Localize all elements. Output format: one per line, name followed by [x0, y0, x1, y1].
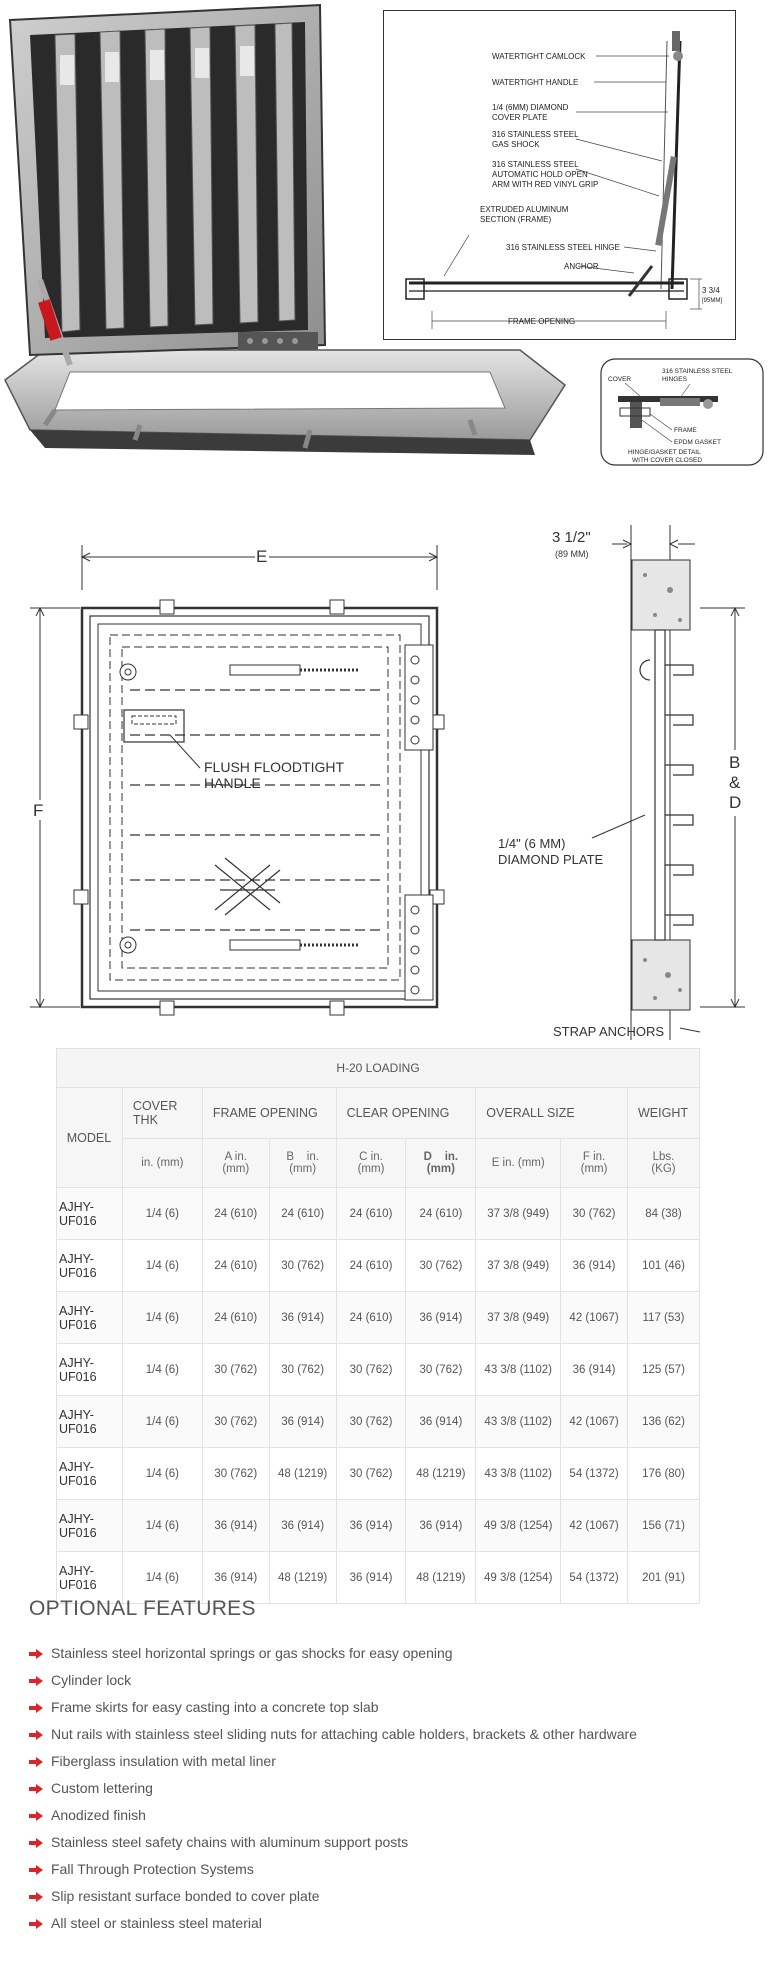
- table-cell: 1/4 (6): [122, 1344, 202, 1396]
- table-cell: 1/4 (6): [122, 1500, 202, 1552]
- cross-section-drawing: [384, 11, 735, 339]
- feature-item: [29, 1775, 637, 1802]
- table-row: [57, 1240, 700, 1292]
- table-row: [57, 1344, 700, 1396]
- label-hold-open-3: ARM WITH RED VINYL GRIP: [492, 180, 599, 189]
- label-cover-plate-1: 1/4 (6MM) DIAMOND: [492, 103, 569, 112]
- table-cell: 43 3/8 (1102): [476, 1396, 561, 1448]
- table-cell: 36 (914): [269, 1292, 336, 1344]
- table-cell: 49 3/8 (1254): [476, 1500, 561, 1552]
- optional-features-title: OPTIONAL FEATURES: [29, 1597, 256, 1620]
- label-gas-shock-2: GAS SHOCK: [492, 140, 540, 149]
- table-caption: H-20 LOADING: [57, 1049, 700, 1088]
- label-hold-open-2: AUTOMATIC HOLD OPEN: [492, 170, 588, 179]
- red-arrow-icon: [29, 1811, 43, 1821]
- table-body: [57, 1188, 700, 1604]
- table-cell: 136 (62): [627, 1396, 699, 1448]
- table-cell: 1/4 (6): [122, 1240, 202, 1292]
- label-extrusion-2: SECTION (FRAME): [480, 215, 552, 224]
- label-extrusion-1: EXTRUDED ALUMINUM: [480, 205, 569, 214]
- feature-text: All steel or stainless steel material: [51, 1915, 262, 1931]
- feature-item: [29, 1910, 637, 1937]
- table-cell: 36 (914): [406, 1500, 476, 1552]
- label-cover-plate-2: COVER PLATE: [492, 113, 548, 122]
- table-cell: 36 (914): [202, 1552, 269, 1604]
- label-camlock: WATERTIGHT CAMLOCK: [492, 52, 586, 61]
- table-cell: 30 (762): [336, 1396, 406, 1448]
- label-hinge-detail-1: HINGE/GASKET DETAIL: [628, 449, 701, 456]
- table-cell: 1/4 (6): [122, 1448, 202, 1500]
- label-gas-shock-1: 316 STAINLESS STEEL: [492, 130, 579, 139]
- table-cell: 30 (762): [202, 1448, 269, 1500]
- table-cell: 37 3/8 (949): [476, 1292, 561, 1344]
- table-cell: 42 (1067): [561, 1292, 628, 1344]
- label-depth: 3 3/4: [702, 286, 720, 295]
- table-cell: 36 (914): [561, 1344, 628, 1396]
- label-hold-open-1: 316 STAINLESS STEEL: [492, 160, 579, 169]
- model-cell: AJHY-UF016: [57, 1188, 123, 1240]
- red-arrow-icon: [29, 1865, 43, 1875]
- depth-label: 3 1/2": [552, 529, 591, 546]
- red-arrow-icon: [29, 1757, 43, 1767]
- table-cell: 43 3/8 (1102): [476, 1448, 561, 1500]
- feature-text: Frame skirts for easy casting into a concrete top slab: [51, 1699, 379, 1715]
- model-cell: AJHY-UF016: [57, 1396, 123, 1448]
- unit-cover: in. (mm): [122, 1139, 202, 1188]
- red-arrow-icon: [29, 1730, 43, 1740]
- table-cell: 49 3/8 (1254): [476, 1552, 561, 1604]
- table-row: [57, 1292, 700, 1344]
- dim-f-label: F: [33, 801, 44, 820]
- unit-a: A in. (mm): [202, 1139, 269, 1188]
- feature-text: Stainless steel horizontal springs or gas shocks for easy opening: [51, 1645, 453, 1661]
- label-depth-mm: [95MM]: [702, 298, 723, 304]
- table-row: [57, 1500, 700, 1552]
- table-row: [57, 1448, 700, 1500]
- label-anchor: ANCHOR: [564, 262, 599, 271]
- table-cell: 48 (1219): [406, 1552, 476, 1604]
- col-weight: WEIGHT: [627, 1088, 699, 1139]
- label-hinge-detail-2: WITH COVER CLOSED: [632, 457, 703, 464]
- feature-text: Slip resistant surface bonded to cover plate: [51, 1888, 320, 1904]
- feature-item: [29, 1829, 637, 1856]
- table-cell: 24 (610): [202, 1292, 269, 1344]
- table-cell: 36 (914): [406, 1292, 476, 1344]
- table-cell: 36 (914): [269, 1396, 336, 1448]
- table-cell: 1/4 (6): [122, 1396, 202, 1448]
- feature-text: Fiberglass insulation with metal liner: [51, 1753, 276, 1769]
- table-cell: 84 (38): [627, 1188, 699, 1240]
- col-cover: COVER THK: [122, 1088, 202, 1139]
- model-cell: AJHY-UF016: [57, 1448, 123, 1500]
- table-cell: 24 (610): [202, 1240, 269, 1292]
- label-handle: WATERTIGHT HANDLE: [492, 78, 579, 87]
- label-hinge-cover: COVER: [608, 376, 632, 383]
- table-cell: 24 (610): [269, 1188, 336, 1240]
- bd-label-d: D: [729, 793, 742, 812]
- table-cell: 24 (610): [336, 1240, 406, 1292]
- col-model: MODEL: [57, 1088, 123, 1188]
- table-cell: 37 3/8 (949): [476, 1188, 561, 1240]
- feature-item: [29, 1883, 637, 1910]
- table-cell: 30 (762): [336, 1448, 406, 1500]
- bd-label-b: B: [729, 753, 741, 772]
- cross-section-detail: [383, 10, 736, 340]
- table-cell: 36 (914): [269, 1500, 336, 1552]
- table-cell: 48 (1219): [269, 1552, 336, 1604]
- red-arrow-icon: [29, 1919, 43, 1929]
- plate-label-2: DIAMOND PLATE: [498, 852, 604, 867]
- feature-text: Nut rails with stainless steel sliding nuts for attaching cable holders, brackets & other hardware: [51, 1726, 637, 1742]
- table-cell: 1/4 (6): [122, 1552, 202, 1604]
- table-cell: 201 (91): [627, 1552, 699, 1604]
- col-clear-opening: CLEAR OPENING: [336, 1088, 476, 1139]
- feature-item: [29, 1667, 637, 1694]
- table-cell: 125 (57): [627, 1344, 699, 1396]
- col-frame-opening: FRAME OPENING: [202, 1088, 336, 1139]
- unit-f: F in. (mm): [561, 1139, 628, 1188]
- feature-item: [29, 1694, 637, 1721]
- plan-and-section-drawing: [0, 520, 773, 1040]
- table-cell: 36 (914): [336, 1552, 406, 1604]
- table-cell: 36 (914): [336, 1500, 406, 1552]
- feature-item: [29, 1748, 637, 1775]
- table-cell: 54 (1372): [561, 1448, 628, 1500]
- depth-mm-label: (89 MM): [555, 549, 589, 559]
- feature-text: Stainless steel safety chains with aluminum support posts: [51, 1834, 409, 1850]
- model-cell: AJHY-UF016: [57, 1500, 123, 1552]
- table-cell: 42 (1067): [561, 1396, 628, 1448]
- optional-features-list: [29, 1640, 637, 1937]
- table-cell: 24 (610): [336, 1292, 406, 1344]
- plate-label-1: 1/4" (6 MM): [498, 836, 566, 851]
- red-arrow-icon: [29, 1784, 43, 1794]
- table-cell: 117 (53): [627, 1292, 699, 1344]
- hinge-gasket-detail: [600, 358, 764, 466]
- table-cell: 36 (914): [561, 1240, 628, 1292]
- feature-text: Anodized finish: [51, 1807, 146, 1823]
- label-hinge: 316 STAINLESS STEEL HINGE: [506, 243, 620, 252]
- table-cell: 30 (762): [336, 1344, 406, 1396]
- table-cell: 30 (762): [406, 1240, 476, 1292]
- table-cell: 30 (762): [269, 1240, 336, 1292]
- table-cell: 48 (1219): [406, 1448, 476, 1500]
- table-cell: 30 (762): [269, 1344, 336, 1396]
- table-cell: 36 (914): [406, 1396, 476, 1448]
- table-cell: 176 (80): [627, 1448, 699, 1500]
- feature-item: [29, 1640, 637, 1667]
- label-hinge-ss-1: 316 STAINLESS STEEL: [662, 368, 733, 375]
- table-cell: 54 (1372): [561, 1552, 628, 1604]
- unit-d: D in. (mm): [406, 1139, 476, 1188]
- table-cell: 24 (610): [336, 1188, 406, 1240]
- bd-label-amp: &: [729, 773, 741, 792]
- unit-weight: Lbs. (KG): [627, 1139, 699, 1188]
- feature-text: Cylinder lock: [51, 1672, 132, 1688]
- red-arrow-icon: [29, 1703, 43, 1713]
- table-cell: 156 (71): [627, 1500, 699, 1552]
- red-arrow-icon: [29, 1676, 43, 1686]
- table-cell: 43 3/8 (1102): [476, 1344, 561, 1396]
- red-arrow-icon: [29, 1838, 43, 1848]
- handle-label-2: HANDLE: [204, 775, 261, 791]
- table-row: [57, 1396, 700, 1448]
- table-cell: 42 (1067): [561, 1500, 628, 1552]
- unit-b: B in. (mm): [269, 1139, 336, 1188]
- table-cell: 1/4 (6): [122, 1292, 202, 1344]
- red-arrow-icon: [29, 1649, 43, 1659]
- feature-text: Fall Through Protection Systems: [51, 1861, 254, 1877]
- model-cell: AJHY-UF016: [57, 1292, 123, 1344]
- table-cell: 30 (762): [202, 1344, 269, 1396]
- label-frame-opening: FRAME OPENING: [508, 317, 576, 326]
- table-row: [57, 1552, 700, 1604]
- dim-e-label: E: [256, 547, 268, 566]
- label-hinge-ss-2: HINGES: [662, 376, 687, 383]
- strap-anchors-label: STRAP ANCHORS: [553, 1024, 665, 1039]
- model-cell: AJHY-UF016: [57, 1552, 123, 1604]
- table-cell: 1/4 (6): [122, 1188, 202, 1240]
- table-cell: 48 (1219): [269, 1448, 336, 1500]
- table-row: [57, 1188, 700, 1240]
- h20-loading-table: [56, 1048, 700, 1604]
- red-arrow-icon: [29, 1892, 43, 1902]
- label-hinge-gasket: EPDM GASKET: [674, 439, 721, 446]
- feature-text: Custom lettering: [51, 1780, 153, 1796]
- table-cell: 36 (914): [202, 1500, 269, 1552]
- table-cell: 37 3/8 (949): [476, 1240, 561, 1292]
- table-cell: 30 (762): [561, 1188, 628, 1240]
- unit-c: C in. (mm): [336, 1139, 406, 1188]
- label-hinge-frame: FRAME: [674, 427, 697, 434]
- table-cell: 30 (762): [406, 1344, 476, 1396]
- model-cell: AJHY-UF016: [57, 1344, 123, 1396]
- feature-item: [29, 1721, 637, 1748]
- model-cell: AJHY-UF016: [57, 1240, 123, 1292]
- col-overall-size: OVERALL SIZE: [476, 1088, 628, 1139]
- table-cell: 101 (46): [627, 1240, 699, 1292]
- table-cell: 30 (762): [202, 1396, 269, 1448]
- feature-item: [29, 1856, 637, 1883]
- table-cell: 24 (610): [202, 1188, 269, 1240]
- unit-e: E in. (mm): [476, 1139, 561, 1188]
- handle-label-1: FLUSH FLOODTIGHT: [204, 759, 345, 775]
- table-cell: 24 (610): [406, 1188, 476, 1240]
- feature-item: [29, 1802, 637, 1829]
